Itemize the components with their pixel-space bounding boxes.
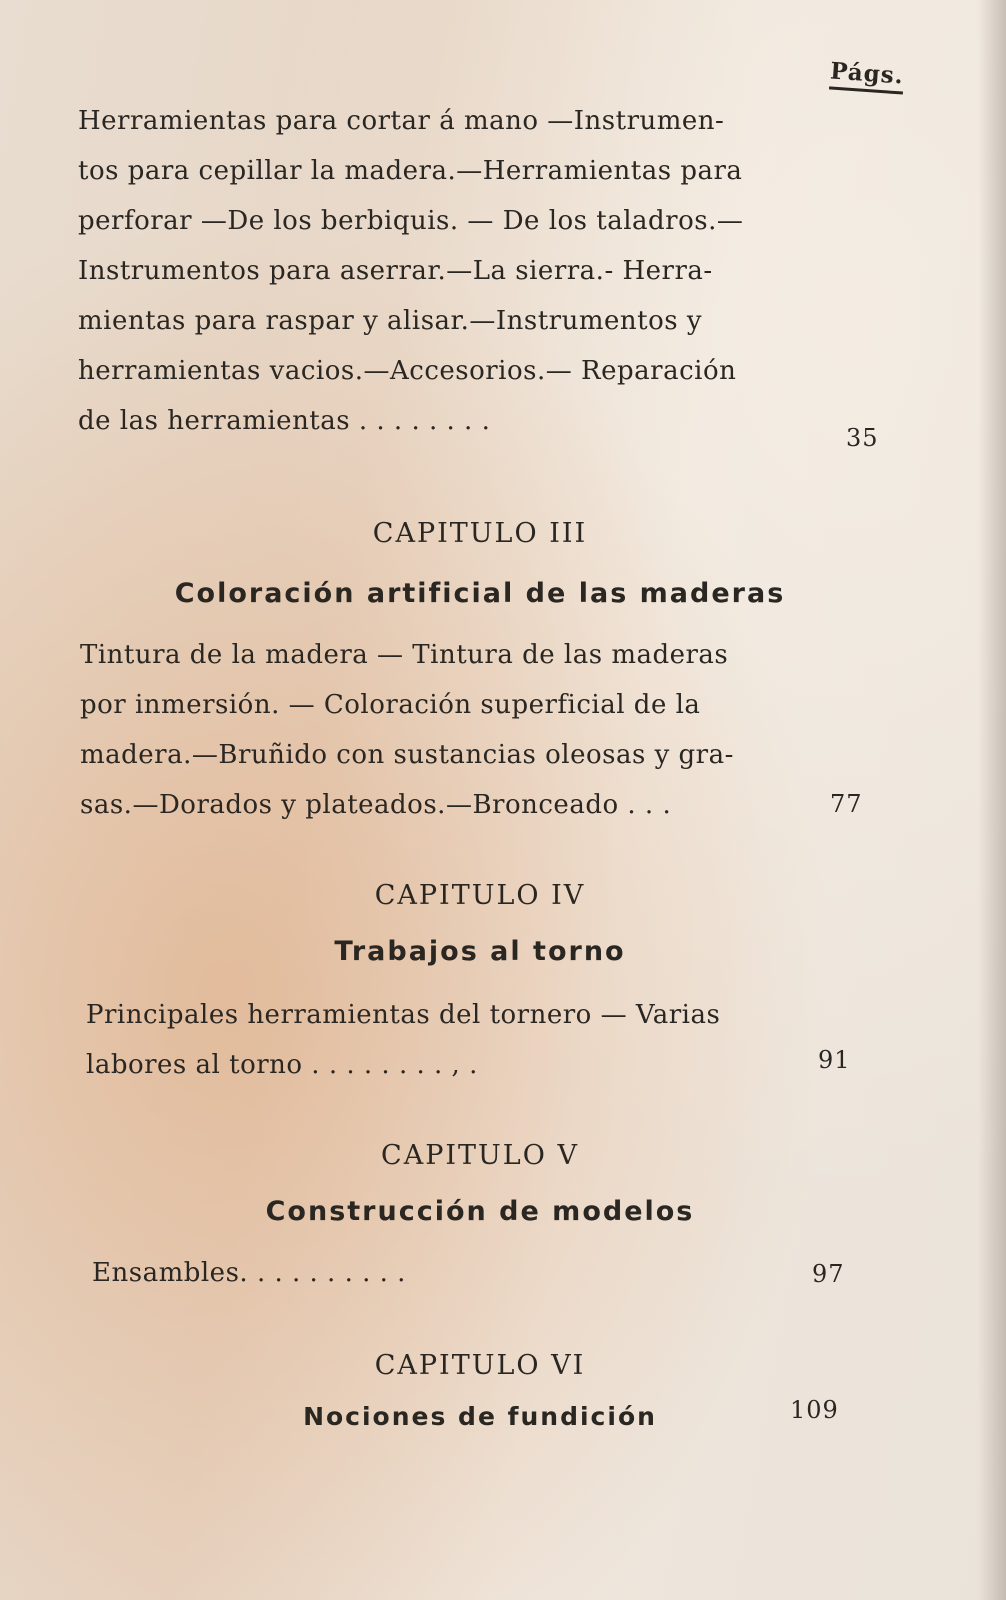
toc-page-number: 77: [830, 790, 863, 818]
toc-entry-line: por inmersión. — Coloración superficial de la: [80, 690, 701, 720]
toc-page-number: 97: [812, 1260, 845, 1288]
toc-entry-line: Tintura de la madera — Tintura de las maderas: [80, 640, 729, 670]
toc-entry-line: Principales herramientas del tornero — Varias: [86, 1000, 721, 1030]
chapter-heading: CAPITULO VI: [374, 1350, 586, 1381]
toc-entry-line: Ensambles. . . . . . . . . .: [92, 1258, 406, 1288]
chapter-heading: CAPITULO IV: [374, 880, 586, 911]
toc-entry-line: madera.—Bruñido con sustancias oleosas y gra-: [80, 740, 734, 770]
chapter-title: Nociones de fundición: [303, 1402, 657, 1431]
toc-entry-description: [78, 96, 798, 446]
chapter-title: Trabajos al torno: [334, 936, 626, 967]
toc-page-number: 35: [846, 424, 879, 452]
toc-entry-description: [92, 1248, 812, 1298]
toc-entry-line: herramientas vacios.—Accesorios.— Reparación: [78, 356, 737, 386]
toc-entry-description: [86, 990, 806, 1090]
chapter-title: Coloración artificial de las maderas: [174, 578, 786, 609]
toc-entry-description: [80, 630, 800, 830]
toc-page-number: 91: [818, 1046, 851, 1074]
chapter-heading: CAPITULO V: [381, 1140, 579, 1171]
toc-entry-line: Herramientas para cortar á mano —Instrumen-: [78, 106, 725, 136]
toc-entry-line: labores al torno . . . . . . . . , .: [86, 1050, 478, 1080]
toc-entry-line: perforar —De los berbiquis. — De los taladros.—: [78, 206, 744, 236]
toc-entry-line: Instrumentos para aserrar.—La sierra.- Herra-: [78, 256, 713, 286]
page-edge-shadow: [978, 0, 1006, 1600]
pages-column-header: Págs.: [829, 57, 905, 94]
chapter-title: Construcción de modelos: [265, 1196, 695, 1227]
toc-entry-line: de las herramientas . . . . . . . .: [78, 406, 491, 436]
chapter-heading: CAPITULO III: [372, 518, 588, 549]
toc-page-number: 109: [790, 1396, 839, 1424]
toc-entry-line: sas.—Dorados y plateados.—Bronceado . . .: [80, 790, 672, 820]
toc-entry-line: tos para cepillar la madera.—Herramientas para: [78, 156, 743, 186]
toc-entry-line: mientas para raspar y alisar.—Instrumentos y: [78, 306, 703, 336]
